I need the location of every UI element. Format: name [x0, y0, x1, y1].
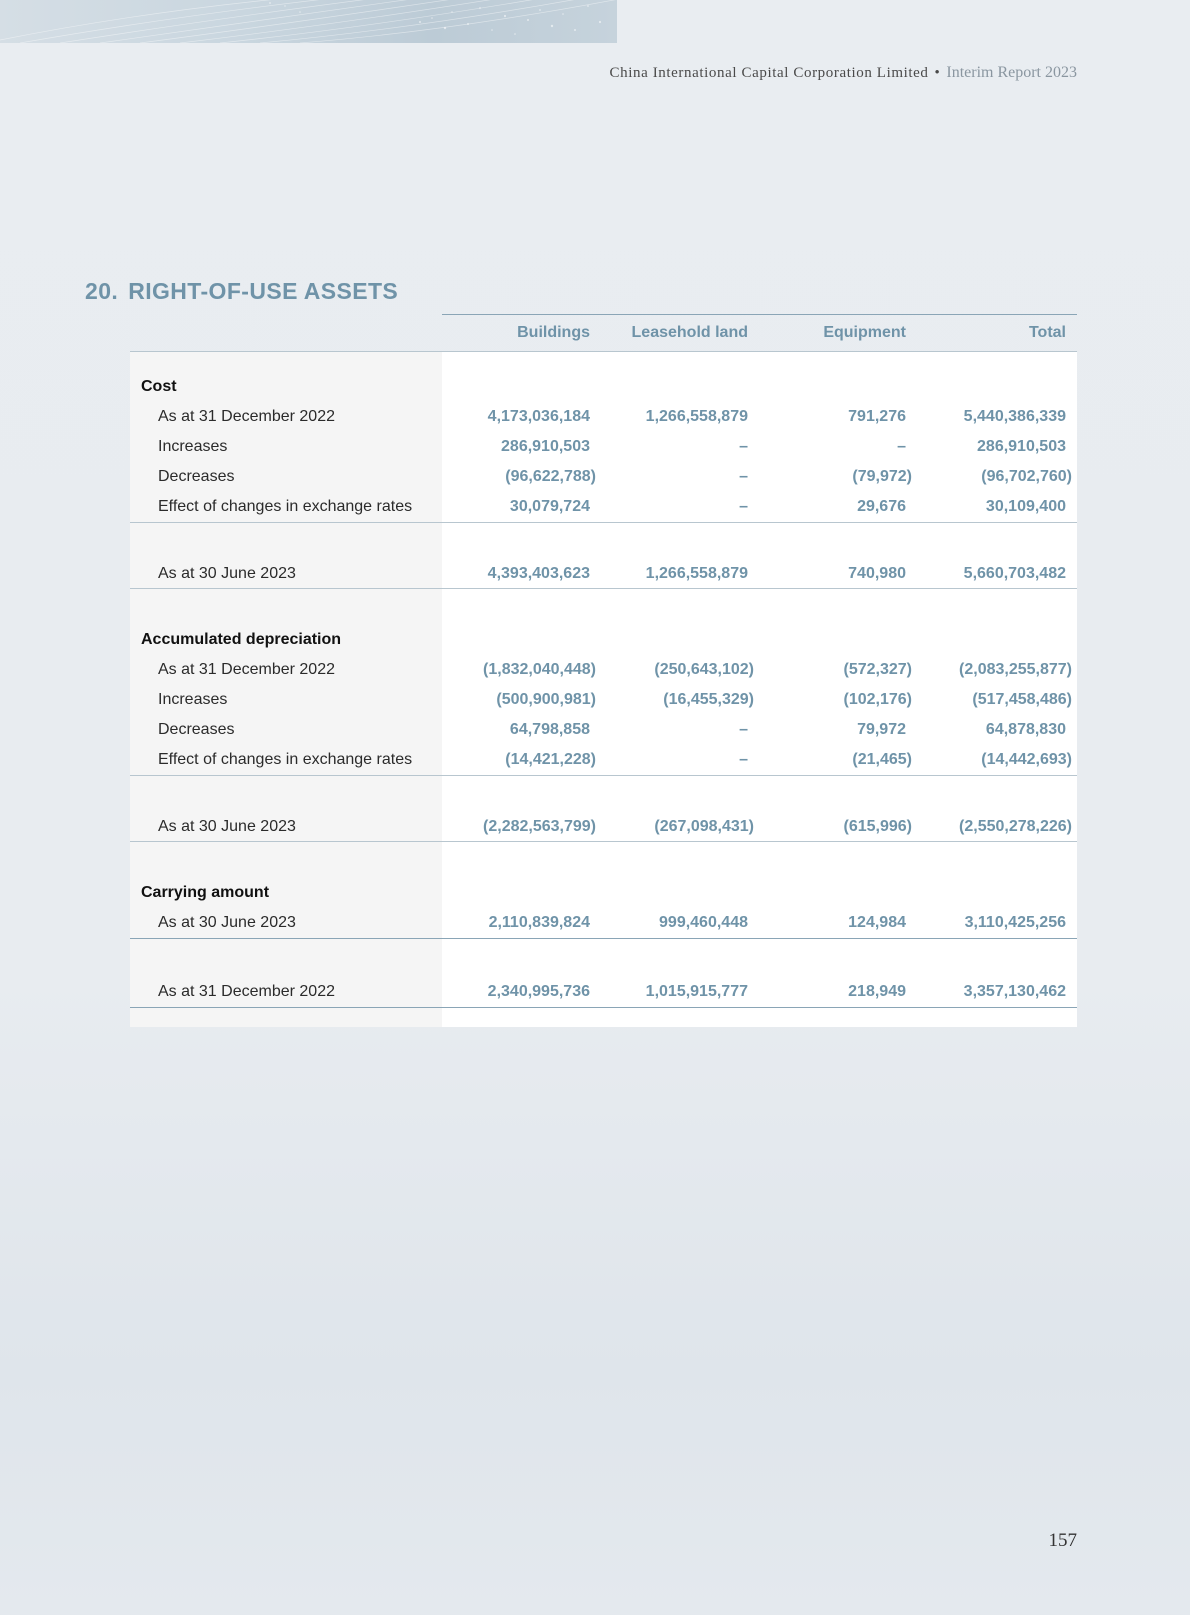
page-number: 157 — [1048, 1530, 1077, 1551]
cell-leasehold-land: – — [739, 438, 748, 455]
row-label: Decreases — [158, 468, 235, 485]
row-label: As at 30 June 2023 — [130, 559, 442, 589]
cell-total: 3,357,130,462 — [916, 976, 1077, 1008]
cell-leasehold-land: 1,015,915,777 — [600, 976, 758, 1008]
header-separator: • — [934, 65, 941, 81]
section-title-text: RIGHT-OF-USE ASSETS — [128, 278, 399, 304]
row-label: As at 30 June 2023 — [130, 812, 442, 842]
cell-buildings: (96,622,788) — [505, 468, 596, 485]
carrying-amount-heading: Carrying amount — [141, 884, 270, 901]
row-label: As at 30 June 2023 — [130, 908, 442, 939]
cell-equipment: (21,465) — [758, 745, 916, 776]
header-blank-cell — [130, 315, 442, 352]
section-heading-row — [130, 878, 1077, 908]
cell-equipment: (102,176) — [843, 691, 912, 708]
decorative-wave-graphic — [0, 0, 617, 43]
cell-total: 5,440,386,339 — [963, 408, 1066, 425]
cell-buildings: 64,798,858 — [509, 721, 590, 738]
cell-equipment: 218,949 — [758, 976, 916, 1008]
subtotal-row — [130, 812, 1077, 842]
running-header — [610, 64, 1077, 82]
table-header-row — [130, 315, 1077, 352]
accumulated-depreciation-heading: Accumulated depreciation — [141, 631, 342, 648]
header-banner-image — [0, 0, 617, 43]
cell-equipment: 740,980 — [758, 559, 916, 589]
cell-total: 286,910,503 — [977, 438, 1066, 455]
table-row — [130, 432, 1077, 462]
cell-buildings: 4,173,036,184 — [487, 408, 590, 425]
cell-buildings: (500,900,981) — [496, 691, 596, 708]
cell-leasehold-land: – — [600, 745, 758, 776]
cell-total: 3,110,425,256 — [916, 908, 1077, 939]
cell-total: (96,702,760) — [981, 468, 1072, 485]
cell-total: 5,660,703,482 — [916, 559, 1077, 589]
cell-total: 30,109,400 — [916, 492, 1077, 523]
cell-buildings: 30,079,724 — [442, 492, 600, 523]
cell-total: (2,083,255,877) — [959, 661, 1072, 678]
cell-leasehold-land: 1,266,558,879 — [600, 559, 758, 589]
cell-equipment: – — [897, 438, 906, 455]
cost-heading: Cost — [141, 378, 177, 395]
cell-buildings: 2,340,995,736 — [442, 976, 600, 1008]
row-label: Increases — [158, 691, 228, 708]
cell-equipment: 124,984 — [758, 908, 916, 939]
right-of-use-assets-table — [130, 314, 1077, 1008]
table-row — [130, 492, 1077, 523]
cell-equipment: 79,972 — [857, 721, 906, 738]
cell-buildings: (14,421,228) — [442, 745, 600, 776]
cell-leasehold-land: – — [739, 721, 748, 738]
cell-total: (2,550,278,226) — [916, 812, 1077, 842]
row-label: Effect of changes in exchange rates — [130, 745, 442, 776]
cell-buildings: 2,110,839,824 — [442, 908, 600, 939]
row-label: As at 31 December 2022 — [130, 976, 442, 1008]
cell-leasehold-land: 1,266,558,879 — [645, 408, 748, 425]
company-name: China International Capital Corporation Limited — [609, 65, 929, 81]
cell-equipment: (572,327) — [843, 661, 912, 678]
cell-leasehold-land: 999,460,448 — [600, 908, 758, 939]
section-heading-row — [130, 625, 1077, 655]
row-label: Effect of changes in exchange rates — [130, 492, 442, 523]
section-title — [85, 278, 398, 305]
column-header-total: Total — [916, 315, 1077, 352]
cell-total: 64,878,830 — [985, 721, 1066, 738]
cell-buildings: 286,910,503 — [501, 438, 590, 455]
cell-equipment: 791,276 — [848, 408, 906, 425]
subtotal-row — [130, 559, 1077, 589]
report-name: Interim Report 2023 — [946, 64, 1077, 81]
column-header-equipment: Equipment — [758, 315, 916, 352]
row-label: As at 31 December 2022 — [158, 408, 335, 425]
cell-total: (14,442,693) — [916, 745, 1077, 776]
cell-equipment: 29,676 — [758, 492, 916, 523]
column-header-buildings: Buildings — [442, 315, 600, 352]
section-heading-row — [130, 372, 1077, 402]
column-header-leasehold-land: Leasehold land — [600, 315, 758, 352]
right-of-use-assets-table-container — [130, 314, 1077, 1008]
cell-buildings: 4,393,403,623 — [442, 559, 600, 589]
section-number: 20. — [85, 278, 119, 304]
cell-equipment: (615,996) — [758, 812, 916, 842]
cell-buildings: (1,832,040,448) — [483, 661, 596, 678]
table-row — [130, 462, 1077, 492]
row-label: Decreases — [158, 721, 235, 738]
carrying-amount-row — [130, 976, 1077, 1008]
table-row — [130, 685, 1077, 715]
cell-total: (517,458,486) — [972, 691, 1072, 708]
carrying-amount-row — [130, 908, 1077, 939]
cell-leasehold-land: – — [739, 468, 748, 485]
table-row — [130, 715, 1077, 745]
row-label: Increases — [158, 438, 228, 455]
cell-leasehold-land: (250,643,102) — [654, 661, 754, 678]
cell-leasehold-land: – — [600, 492, 758, 523]
cell-equipment: (79,972) — [852, 468, 912, 485]
table-row — [130, 745, 1077, 776]
cell-leasehold-land: (267,098,431) — [600, 812, 758, 842]
table-row — [130, 402, 1077, 432]
row-label: As at 31 December 2022 — [158, 661, 335, 678]
table-row — [130, 655, 1077, 685]
cell-leasehold-land: (16,455,329) — [663, 691, 754, 708]
cell-buildings: (2,282,563,799) — [442, 812, 600, 842]
